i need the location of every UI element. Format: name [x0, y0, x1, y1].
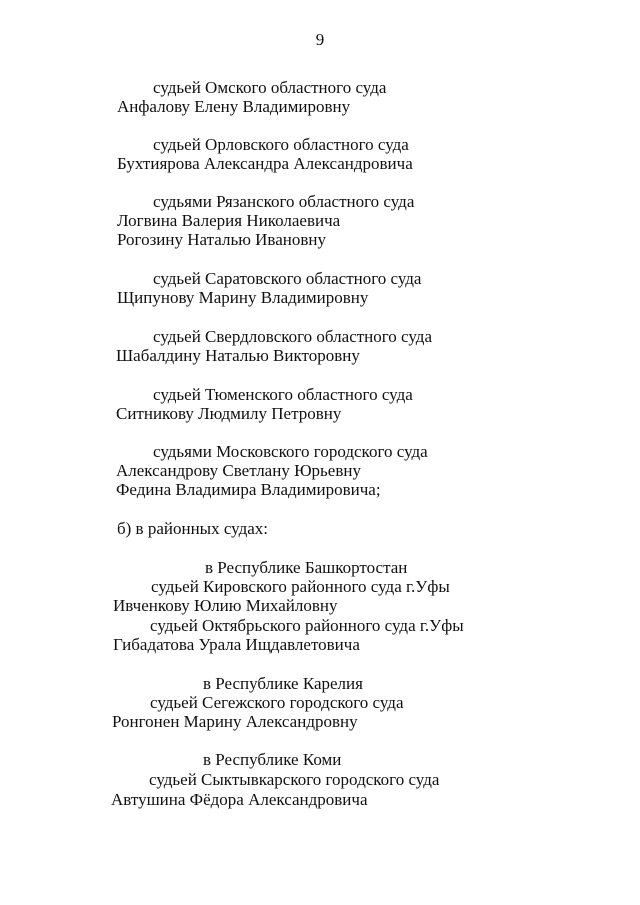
- judge-name: Федина Владимира Владимировича;: [116, 480, 381, 499]
- judge-name: Щипунову Марину Владимировну: [117, 288, 369, 307]
- judge-name: Ивченкову Юлию Михайловну: [113, 596, 338, 615]
- judge-name: Александрову Светлану Юрьевну: [116, 461, 361, 480]
- judge-name: Шабалдину Наталью Викторовну: [116, 346, 360, 365]
- court-line: судьей Тюменского областного суда: [153, 385, 413, 404]
- court-line: судьей Сыктывкарского городского суда: [149, 770, 440, 789]
- court-line: судьей Сегежского городского суда: [150, 693, 404, 712]
- judge-name: Логвина Валерия Николаевича: [117, 211, 341, 230]
- court-line: судьями Московского городского суда: [153, 442, 428, 461]
- court-line: судьей Орловского областного суда: [153, 135, 409, 154]
- court-line: судьей Октябрьского районного суда г.Уфы: [150, 616, 464, 635]
- section-b-heading: б) в районных судах:: [117, 519, 269, 538]
- court-line: судьей Свердловского областного суда: [153, 327, 433, 346]
- court-line: судьей Омского областного суда: [153, 78, 387, 97]
- judge-name: Анфалову Елену Владимировну: [117, 97, 351, 116]
- page-number: 9: [315, 30, 325, 49]
- region-heading: в Республике Башкортостан: [205, 558, 408, 577]
- region-heading: в Республике Коми: [203, 750, 342, 769]
- court-line: судьей Кировского районного суда г.Уфы: [151, 577, 450, 596]
- judge-name: Бухтиярова Александра Александровича: [117, 154, 413, 173]
- judge-name: Рогозину Наталью Ивановну: [117, 230, 326, 249]
- court-line: судьей Саратовского областного суда: [153, 269, 422, 288]
- judge-name: Гибадатова Урала Ищдавлетовича: [113, 635, 360, 654]
- judge-name: Ситникову Людмилу Петровну: [116, 404, 342, 423]
- judge-name: Ронгонен Марину Александровну: [112, 712, 358, 731]
- judge-name: Автушина Фёдора Александровича: [111, 790, 368, 809]
- region-heading: в Республике Карелия: [203, 674, 363, 693]
- court-line: судьями Рязанского областного суда: [153, 192, 415, 211]
